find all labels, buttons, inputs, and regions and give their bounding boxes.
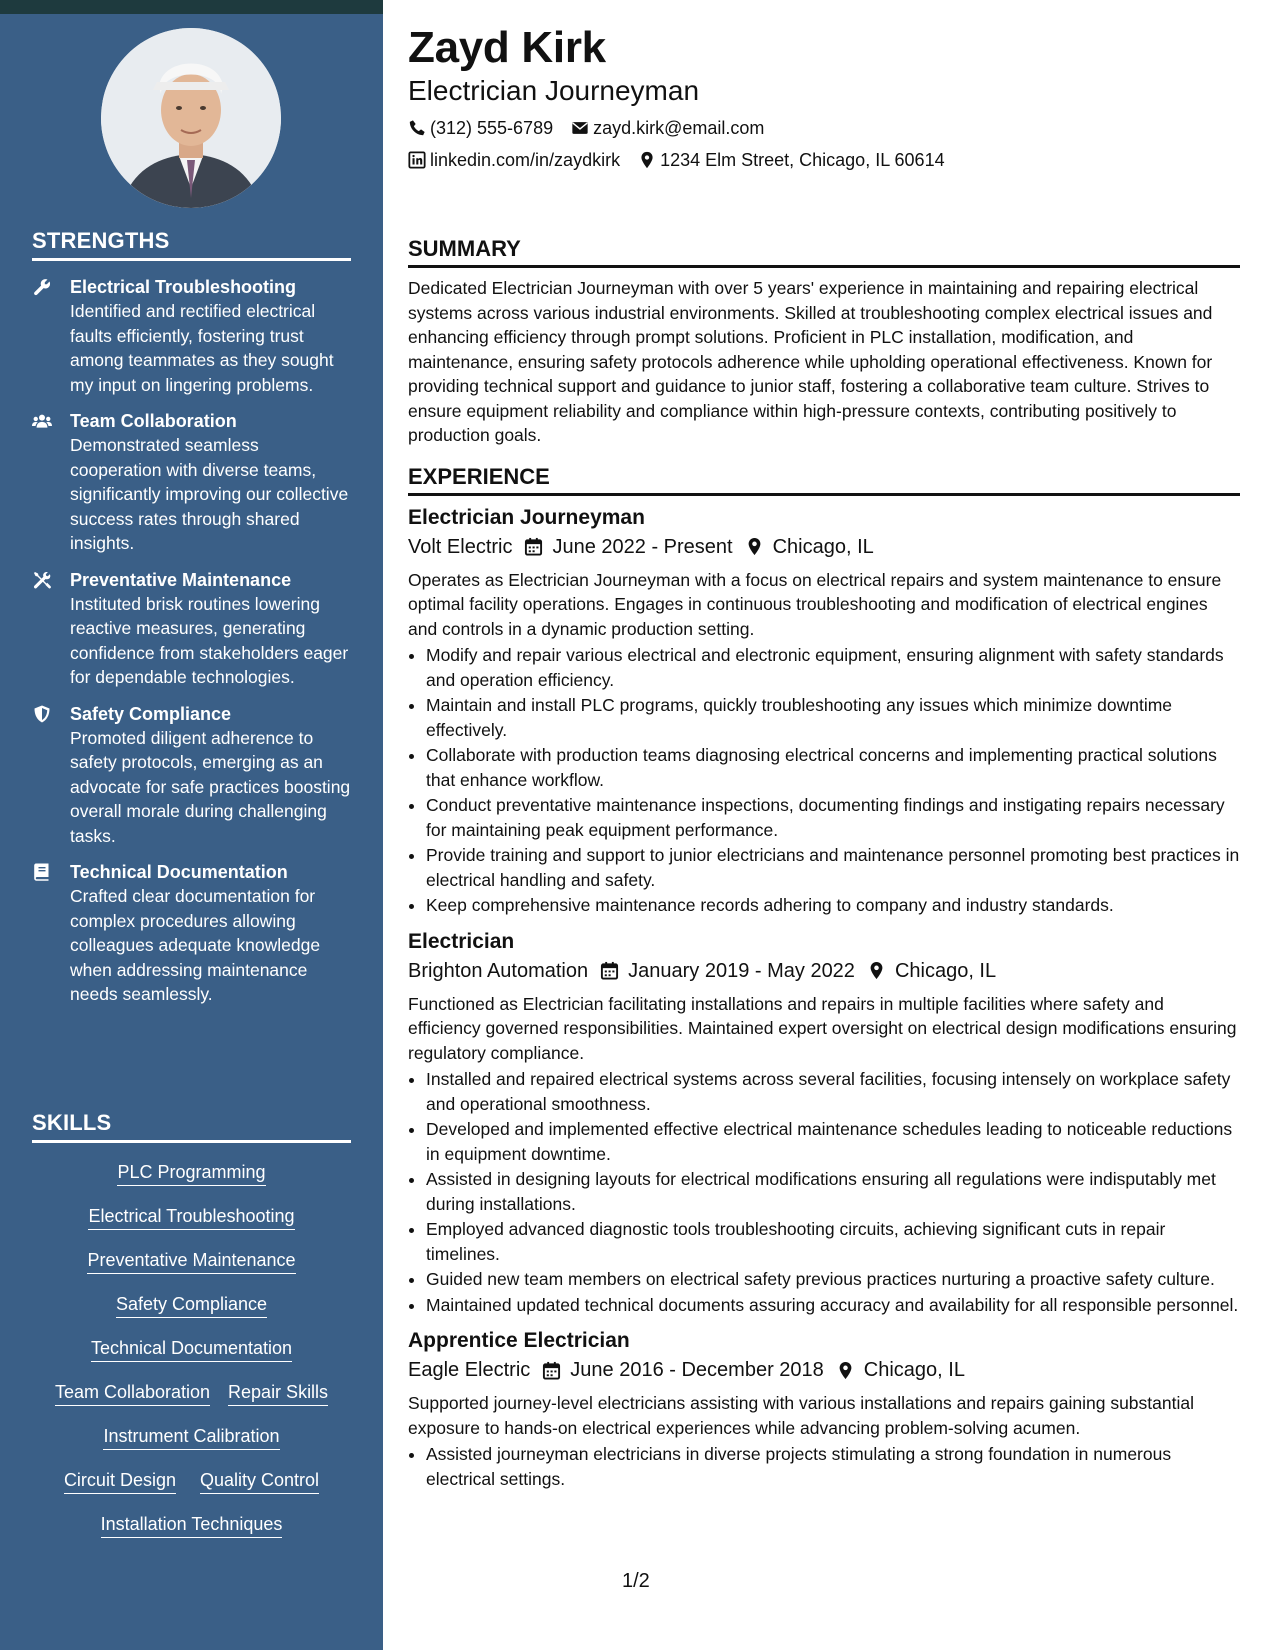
strength-desc: Promoted diligent adherence to safety protocols, emerging as an advocate for safe practices boosting overall morale during challenging tasks. [70, 727, 351, 846]
job-bullet: • Collaborate with production teams diagnosing electrical concerns and implementing practical solutions that enhance workflow. [426, 743, 1240, 792]
strength-desc: Demonstrated seamless cooperation with diverse teams, significantly improving our collective success rates through shared insights. [70, 435, 349, 553]
map-pin-icon [867, 961, 886, 980]
strength-title: Preventative Maintenance [70, 569, 292, 590]
job-entry [408, 1327, 1240, 1491]
shield-icon [32, 702, 70, 849]
linkedin-icon [408, 151, 426, 169]
strength-item [32, 275, 351, 397]
strength-desc: Identified and rectified electrical faults efficiently, fostering trust among teammates as they sought my input on lingering problems. [70, 301, 334, 395]
experience-heading: EXPERIENCE [408, 464, 1240, 496]
job-title: Apprentice Electrician [408, 1329, 630, 1352]
strength-item [32, 702, 351, 849]
skills-heading: SKILLS [32, 1110, 351, 1143]
strength-title: Technical Documentation [70, 862, 288, 882]
job-description: Supported journey-level electricians assisting with various installations and repairs gaining substantial exposure to hands-on electrical experiences while advancing problem-solving acumen. [408, 1393, 1194, 1438]
wrench-icon [32, 275, 70, 397]
contact-row [408, 148, 1240, 172]
address-contact [638, 148, 945, 172]
strengths-heading: STRENGTHS [32, 228, 351, 261]
phone-icon [408, 119, 426, 137]
job-bullet: • Assisted journeyman electricians in diverse projects stimulating a strong foundation in numerous electrical settings. [426, 1442, 1240, 1491]
skills-list [32, 1153, 351, 1549]
skill-tag: Team Collaboration [55, 1380, 210, 1406]
address-text: 1234 Elm Street, Chicago, IL 60614 [660, 150, 945, 170]
sidebar-top-bar [0, 0, 383, 14]
job-bullet: • Assisted in designing layouts for electrical modifications ensuring all regulations were indisputably met during installations. [426, 1167, 1240, 1216]
email-link[interactable]: zayd.kirk@email.com [593, 118, 765, 138]
skill-tag: Electrical Troubleshooting [88, 1204, 294, 1230]
linkedin-contact[interactable] [408, 148, 620, 172]
job-bullet: • Developed and implemented effective electrical maintenance schedules leading to noticeable reductions in equipment downtime. [426, 1117, 1240, 1166]
strength-title: Safety Compliance [70, 703, 232, 724]
job-dates: June 2016 - December 2018 [570, 1359, 824, 1381]
candidate-title: Electrician Journeyman [408, 75, 700, 106]
sidebar [0, 0, 383, 1650]
summary-text: Dedicated Electrician Journeyman with over 5 years' experience in maintaining and repairing electrical systems across various industrial environments. Skilled at troubleshooting complex electrical issues and enhancing efficiency through prompt solutions. Proficient in PLC installation, modification, and maintenance, ensuring safety protocols adherence while upholding operational effectiveness. Known for providing technical support and guidance to junior staff, fostering a collaborative team culture. Strives to ensure equipment reliability and compliance within high-pressure contexts, contributing positively to production goals. [408, 278, 1213, 445]
skill-tag: Circuit Design [64, 1468, 176, 1494]
page-number: 1/2 [622, 1570, 650, 1592]
strength-item [32, 860, 351, 1007]
strength-item [32, 409, 351, 556]
job-bullet: • Employed advanced diagnostic tools troubleshooting circuits, achieving significant cuts in repair timelines. [426, 1217, 1240, 1266]
job-entry [408, 504, 1240, 918]
skill-tag: Technical Documentation [91, 1336, 292, 1362]
map-pin-icon [836, 1361, 855, 1380]
strength-desc: Crafted clear documentation for complex procedures allowing colleagues adequate knowledge when addressing maintenance needs seamlessly. [70, 886, 321, 1004]
skill-tag: Instrument Calibration [103, 1424, 279, 1450]
job-dates: June 2022 - Present [552, 535, 733, 558]
job-company: Eagle Electric [408, 1359, 531, 1381]
skill-tag: Installation Techniques [101, 1512, 283, 1538]
job-title: Electrician [408, 929, 515, 953]
skill-tag: Quality Control [200, 1468, 319, 1494]
main-content [408, 22, 1240, 1492]
job-description: Operates as Electrician Journeyman with a focus on electrical repairs and system maintenance to ensure optimal facility operations. Engages in continuous troubleshooting and modification of electrical engines and controls in a dynamic production setting. [408, 569, 1222, 639]
job-company: Brighton Automation [408, 959, 589, 982]
job-bullets [408, 1067, 1240, 1317]
strength-title: Electrical Troubleshooting [70, 277, 297, 297]
summary-heading: SUMMARY [408, 236, 1240, 268]
job-bullet: • Conduct preventative maintenance inspections, documenting findings and instigating repairs necessary for maintaining peak equipment performance. [426, 793, 1240, 842]
job-dates: January 2019 - May 2022 [628, 959, 855, 982]
calendar-icon [524, 537, 543, 556]
calendar-icon [542, 1361, 561, 1380]
job-bullet: • Maintained updated technical documents assuring accuracy and availability for all responsible personnel. [426, 1293, 1240, 1318]
tools-icon [32, 568, 70, 690]
job-bullet: • Maintain and install PLC programs, quickly troubleshooting any issues which minimize downtime effectively. [426, 693, 1240, 742]
job-bullet: • Installed and repaired electrical systems across several facilities, focusing intensely on workplace safety and operational smoothness. [426, 1067, 1240, 1116]
job-location: Chicago, IL [863, 1359, 965, 1381]
book-icon [32, 860, 70, 1007]
experience-section [408, 464, 1240, 1492]
job-location: Chicago, IL [894, 959, 997, 982]
strengths-section [32, 228, 351, 1007]
job-company: Volt Electric [408, 535, 513, 558]
job-meta [408, 1355, 1240, 1385]
job-meta [408, 532, 1240, 562]
job-bullet: • Provide training and support to junior electricians and maintenance personnel promoting best practices in electrical handling and safety. [426, 843, 1240, 892]
job-description: Functioned as Electrician facilitating installations and repairs in multiple facilities where safety and efficiency governed responsibilities. Maintained expert oversight on electrical design modifications ensuring regulatory compliance. [408, 993, 1237, 1063]
skill-tag: PLC Programming [117, 1160, 265, 1186]
phone-text: (312) 555-6789 [430, 118, 554, 138]
strength-desc: Instituted brisk routines lowering reactive measures, generating confidence from stakeholders eager for dependable technologies. [70, 593, 349, 687]
strength-item [32, 568, 351, 690]
map-pin-icon [745, 537, 764, 556]
candidate-name: Zayd Kirk [408, 23, 606, 72]
skill-tag: Preventative Maintenance [87, 1248, 295, 1274]
phone-contact [408, 116, 553, 140]
skill-tag: Safety Compliance [116, 1292, 267, 1318]
skill-tag: Repair Skills [228, 1380, 328, 1406]
calendar-icon [600, 961, 619, 980]
linkedin-link[interactable]: linkedin.com/in/zaydkirk [430, 150, 621, 170]
skills-section [32, 1110, 351, 1549]
profile-photo [101, 28, 281, 208]
summary-section [408, 236, 1240, 448]
users-icon [32, 409, 70, 556]
strength-title: Team Collaboration [70, 411, 237, 431]
envelope-icon [571, 119, 589, 137]
job-bullets [408, 643, 1240, 918]
job-bullets [408, 1442, 1240, 1491]
map-pin-icon [638, 151, 656, 169]
job-bullet: • Keep comprehensive maintenance records adhering to company and industry standards. [426, 893, 1240, 918]
job-entry [408, 928, 1240, 1318]
email-contact[interactable] [571, 116, 764, 140]
job-title: Electrician Journeyman [408, 505, 645, 529]
job-location: Chicago, IL [772, 535, 874, 558]
job-bullet: • Modify and repair various electrical and electronic equipment, ensuring alignment with safety standards and operation efficiency. [426, 643, 1240, 692]
job-bullet: • Guided new team members on electrical safety previous practices nurturing a proactive safety culture. [426, 1267, 1240, 1292]
contact-row [408, 116, 1240, 140]
job-meta [408, 956, 1240, 986]
